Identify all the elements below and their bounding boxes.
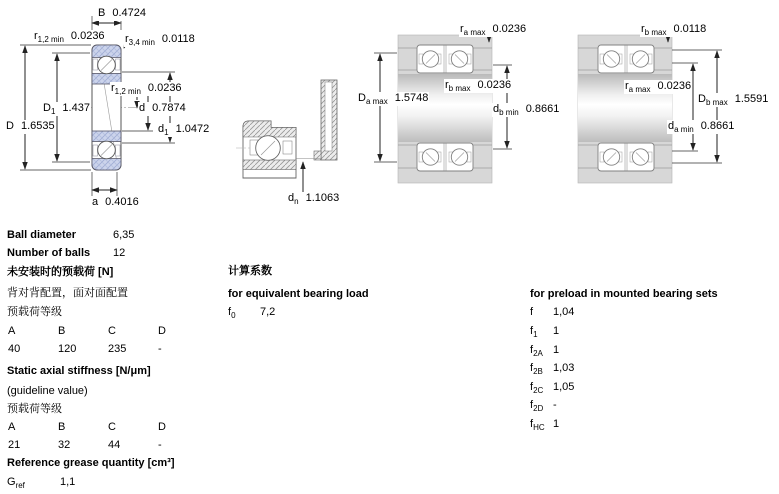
dim-abutment-dn: $d_n$ 1.1063 [288,192,340,207]
factor-f1-value: 1 [553,325,560,337]
dim-fillet-ra-max-2: $r_{a max}$ 0.0236 [625,80,692,95]
factor-f2B-symbol: $f_{2B}$ [530,362,543,377]
dim-shoulder-D1: $D_1$ 1.437 [43,102,90,117]
preload-col-A: A [8,325,16,337]
factor-fHC-symbol: $f_{HC}$ [530,418,545,433]
factors-equiv-header: for equivalent bearing load [228,288,369,300]
dim-chamfer-r34: $r_{3,4 min}$ 0.0118 [125,33,195,48]
spec-ball-diameter-value: 6,35 [113,229,135,241]
spec-preload-arrangement: 背对背配置，面对面配置 [7,287,128,299]
preload-val-A: 40 [8,343,21,355]
dim-fillet-rb-max: $r_{b max}$ 0.0236 [445,79,512,94]
factor-f2C-value: 1,05 [553,381,575,393]
spec-preload-class-label: 预载荷等级 [7,306,62,318]
stiffness-val-D: - [158,439,162,451]
spec-preload-header: 未安装时的预载荷 [N] [7,266,114,278]
spec-ball-diameter-label: Ball diameter [7,229,77,241]
spec-stiffness-class-label: 预载荷等级 [7,403,62,415]
spec-grease-value: 1,1 [60,476,76,488]
factor-f1-symbol: $f_1$ [530,325,538,340]
stiffness-val-C: 44 [108,439,121,451]
dim-outside-D: D 1.6535 [5,120,56,134]
spec-stiffness-guideline: (guideline value) [7,385,88,397]
factor-f2C-symbol: $f_{2C}$ [530,381,544,396]
factor-fHC-value: 1 [553,418,560,430]
preload-col-C: C [108,325,116,337]
factors-header-cn: 计算系数 [228,265,272,277]
spec-number-of-balls-label: Number of balls [7,247,91,259]
dim-housing-Db-max: $D_{b max}$ 1.5591 [698,93,769,108]
preload-val-C: 235 [108,343,127,355]
fig-set-face-to-face-drawing [578,34,722,183]
stiffness-val-B: 32 [58,439,71,451]
spec-number-of-balls-value: 12 [113,247,126,259]
dim-contact-a: a 0.4016 [91,196,140,210]
stiffness-val-A: 21 [8,439,21,451]
factors-preload-header: for preload in mounted bearing sets [530,288,718,300]
preload-val-D: - [158,343,162,355]
dim-fillet-rb-max-2: $r_{b max}$ 0.0118 [641,23,707,38]
dim-bore-d: d 0.7874 [138,102,187,116]
dim-shoulder-d1: $d_1$ 1.0472 [158,123,210,138]
spec-stiffness-header: Static axial stiffness [N/μm] [7,365,151,377]
fig-abutment-drawing [236,80,337,192]
dim-abutment-db-min: $d_{b min}$ 0.8661 [493,103,560,118]
dim-housing-Da-max: $D_{a max}$ 1.5748 [358,92,429,107]
dim-chamfer-r12-top: $r_{1,2 min}$ 0.0236 [34,30,105,45]
preload-col-B: B [58,325,66,337]
dim-fillet-ra-max: $r_{a max}$ 0.0236 [460,23,527,38]
preload-col-D: D [158,325,166,337]
dim-width-B: B 0.4724 [97,7,147,21]
stiffness-col-A: A [8,421,16,433]
factor-f0-symbol: $f_0$ [228,306,236,321]
stiffness-col-D: D [158,421,166,433]
factor-f0-value: 7,2 [260,306,276,318]
factor-f2D-symbol: $f_{2D}$ [530,399,544,414]
dim-abutment-da-min: $d_{a min}$ 0.8661 [668,120,735,135]
factor-f2A-symbol: $f_{2A}$ [530,344,543,359]
factor-f2D-value: - [553,399,557,411]
spec-grease-symbol: $G_{ref}$ [7,476,25,491]
spec-grease-header: Reference grease quantity [cm³] [7,457,175,469]
dim-chamfer-r12-inner: $r_{1,2 min}$ 0.0236 [111,82,182,97]
factor-f-value: 1,04 [553,306,575,318]
factor-f-symbol: f [530,306,534,318]
stiffness-col-B: B [58,421,66,433]
factor-f2A-value: 1 [553,344,560,356]
stiffness-col-C: C [108,421,116,433]
preload-val-B: 120 [58,343,77,355]
factor-f2B-value: 1,03 [553,362,575,374]
